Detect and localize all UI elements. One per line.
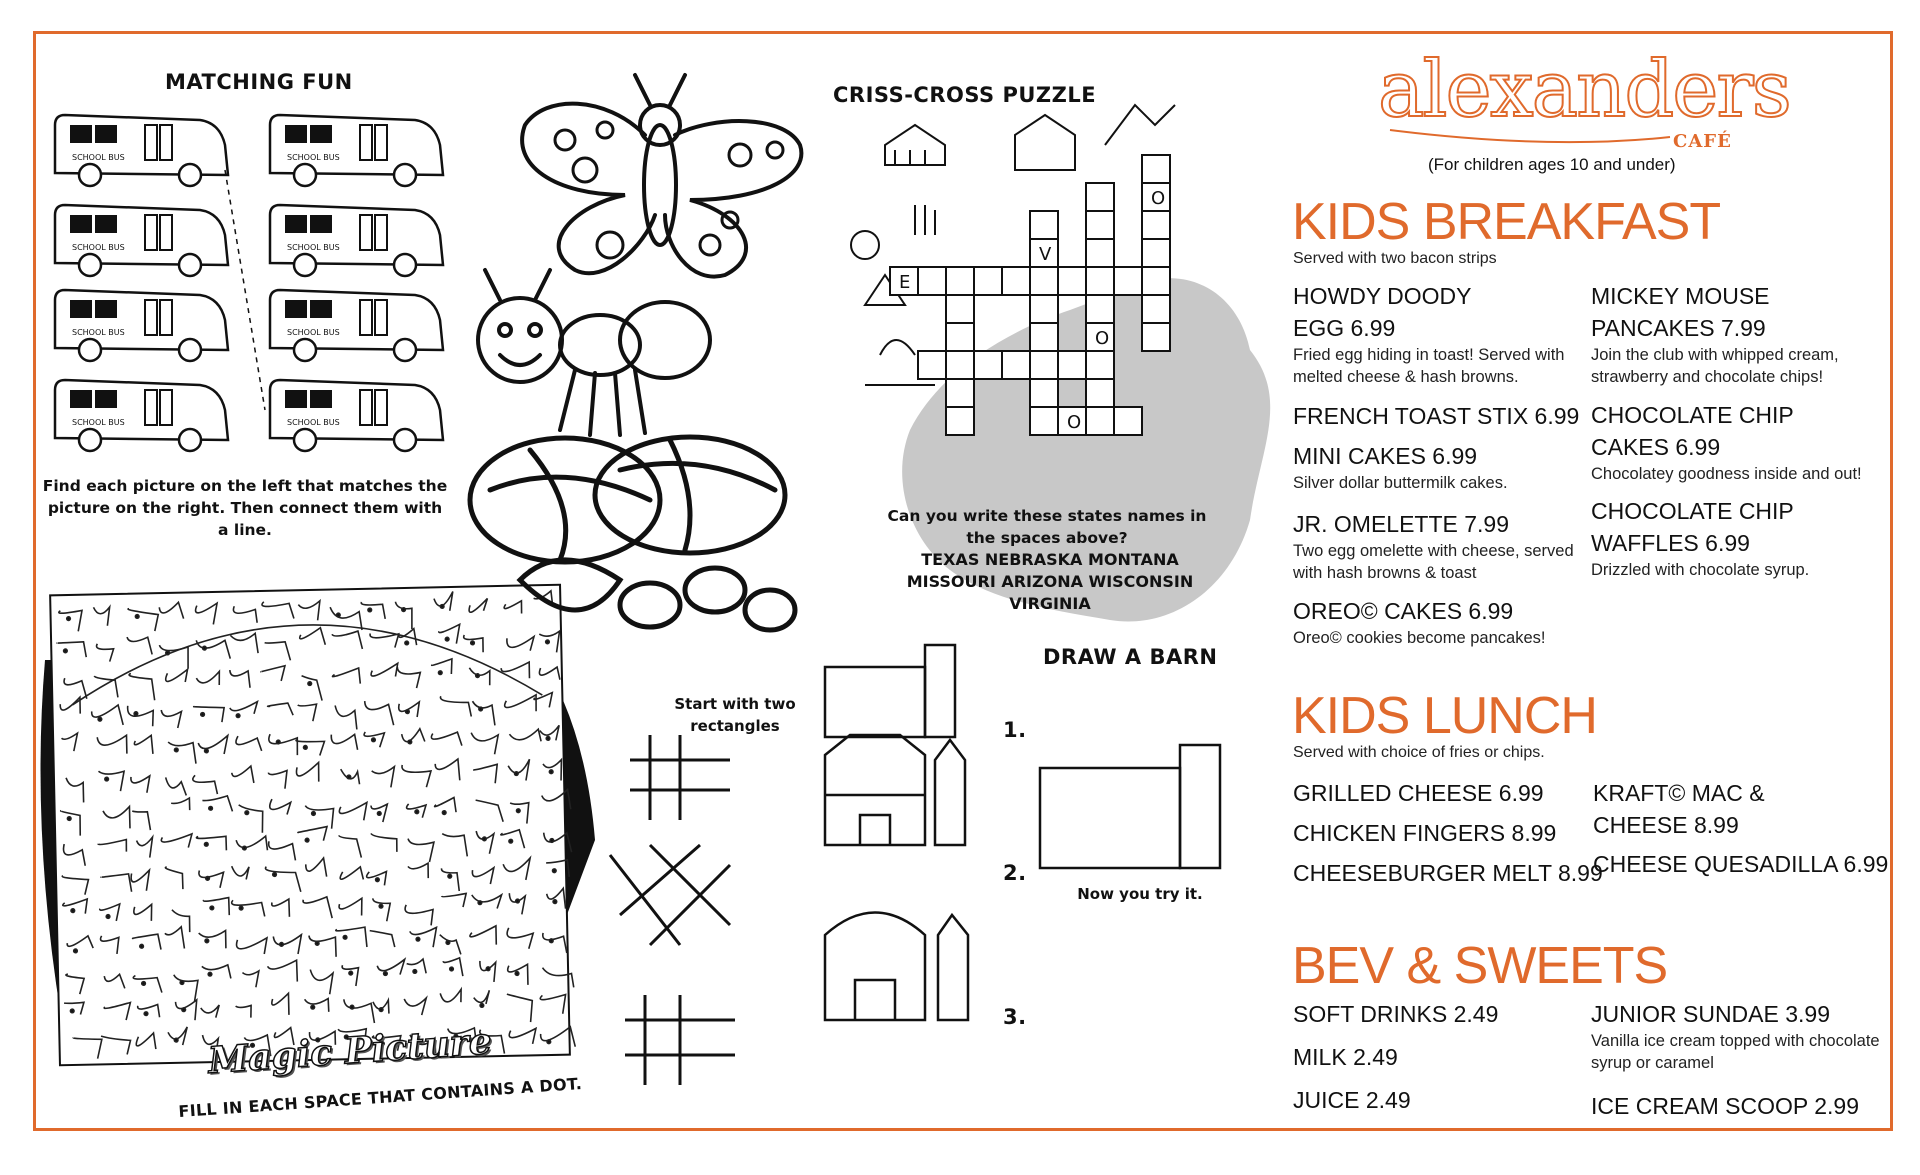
school-bus-icon — [270, 205, 443, 276]
crisscross-title: CRISS-CROSS PUZZLE — [833, 83, 1097, 107]
puzzle-dot — [379, 1008, 383, 1012]
puzzle-dot — [442, 811, 446, 815]
crossword-cell — [1002, 351, 1030, 379]
puzzle-dot — [549, 770, 553, 774]
ant-drawing — [460, 265, 720, 445]
puzzle-dot — [516, 899, 520, 903]
menu-item: MICKEY MOUSE PANCAKES 7.99 Join the club with whipped cream, strawberry and chocolate chips! — [1591, 283, 1839, 386]
menu-item: CHOCOLATE CHIP WAFFLES 6.99 Drizzled with chocolate syrup. — [1591, 498, 1810, 579]
puzzle-dot — [405, 641, 409, 645]
puzzle-dot — [406, 710, 410, 714]
puzzle-dot — [347, 775, 351, 779]
barn-step-drawings — [820, 645, 1020, 1065]
crossword-cell — [918, 267, 946, 295]
menu-item: MILK 2.49 — [1293, 1044, 1398, 1070]
puzzle-dot — [204, 842, 208, 846]
crossword-cell — [1142, 239, 1170, 267]
puzzle-dot — [243, 846, 247, 850]
barn-title: DRAW A BARN — [1043, 645, 1218, 669]
menu-item: GRILLED CHEESE 6.99 — [1293, 780, 1544, 806]
puzzle-dot — [376, 878, 380, 882]
puzzle-dot — [105, 777, 109, 781]
crossword-letter: E — [899, 272, 911, 293]
crossword-cell — [1142, 295, 1170, 323]
crossword-cell — [1058, 351, 1086, 379]
menu-item: JUNIOR SUNDAE 3.99 Vanilla ice cream topped with chocolate syrup or caramel — [1591, 1001, 1880, 1072]
crossword-cell — [974, 351, 1002, 379]
crossword-cell — [974, 267, 1002, 295]
crossword-cell — [946, 323, 974, 351]
barn-try-box — [1035, 740, 1235, 880]
puzzle-dot — [142, 982, 146, 986]
svg-text:SCHOOL BUS: SCHOOL BUS — [72, 418, 125, 427]
lunch-note: Served with choice of fries or chips. — [1293, 744, 1545, 761]
puzzle-dot — [205, 749, 209, 753]
barn-start-note: Start with two rectangles — [674, 695, 796, 735]
puzzle-dot — [135, 615, 139, 619]
puzzle-dot — [516, 809, 520, 813]
crossword-cell — [946, 379, 974, 407]
menu-item: CHOCOLATE CHIP CAKES 6.99 Chocolatey goodness inside and out! — [1591, 402, 1862, 483]
crisscross-states-line2: MISSOURI ARIZONA WISCONSIN — [906, 572, 1194, 591]
puzzle-dot — [239, 906, 243, 910]
svg-text:SCHOOL BUS: SCHOOL BUS — [72, 328, 125, 337]
school-bus-icon — [270, 380, 443, 451]
crossword-cell — [1086, 211, 1114, 239]
puzzle-dot — [480, 1004, 484, 1008]
puzzle-dot — [67, 617, 71, 621]
puzzle-dot — [144, 1012, 148, 1016]
puzzle-dot — [201, 713, 205, 717]
lunch-title: KIDS LUNCH — [1292, 687, 1597, 745]
svg-text:SCHOOL BUS: SCHOOL BUS — [287, 153, 340, 162]
puzzle-dot — [205, 939, 209, 943]
crisscross-states-line1: TEXAS NEBRASKA MONTANA — [921, 550, 1179, 569]
crossword-cell — [1030, 211, 1058, 239]
puzzle-dot — [479, 707, 483, 711]
puzzle-dot — [74, 949, 78, 953]
magic-picture-instructions: FILL IN EACH SPACE THAT CONTAINS A DOT. — [177, 1073, 583, 1122]
puzzle-dot — [448, 874, 452, 878]
puzzle-dot — [336, 613, 340, 617]
menu-item: CHICKEN FINGERS 8.99 — [1293, 820, 1557, 846]
school-bus-grid — [40, 105, 490, 465]
menu-item: SOFT DRINKS 2.49 — [1293, 1001, 1499, 1027]
menu-item: FRENCH TOAST STIX 6.99 — [1293, 403, 1580, 429]
puzzle-dot — [553, 900, 557, 904]
puzzle-dot — [312, 812, 316, 816]
puzzle-dot — [372, 738, 376, 742]
crossword-cell — [1002, 267, 1030, 295]
menu-item: CHEESE QUESADILLA 6.99 — [1593, 851, 1889, 877]
menu-item: JR. OMELETTE 7.99 Two egg omelette with cheese, served with hash browns & toast — [1293, 511, 1574, 582]
menu-item: CHEESEBURGER MELT 8.99 — [1293, 860, 1603, 886]
crisscross-question: Can you write these states names in the spaces above? — [887, 507, 1207, 547]
crossword-cell — [1030, 379, 1058, 407]
crossword-letter: O — [1067, 412, 1082, 433]
breakfast-title: KIDS BREAKFAST — [1292, 193, 1721, 251]
svg-text:SCHOOL BUS: SCHOOL BUS — [72, 243, 125, 252]
puzzle-dot — [209, 806, 213, 810]
butterfly-drawing — [515, 75, 805, 285]
puzzle-dot — [402, 608, 406, 612]
puzzle-dot — [174, 748, 178, 752]
puzzle-dot — [445, 637, 449, 641]
crossword-cell — [1142, 323, 1170, 351]
puzzle-dot — [509, 839, 513, 843]
puzzle-dot — [384, 972, 388, 976]
crossword-cell — [1142, 267, 1170, 295]
puzzle-dot — [486, 967, 490, 971]
school-bus-icon — [270, 115, 443, 186]
menu-item: MINI CAKES 6.99 Silver dollar buttermilk cakes. — [1293, 443, 1508, 492]
crossword-cell — [1058, 267, 1086, 295]
barn-try-note: Now you try it. — [1077, 885, 1203, 903]
crossword-cell — [1086, 379, 1114, 407]
puzzle-dot — [483, 837, 487, 841]
puzzle-dot — [203, 646, 207, 650]
puzzle-dot — [134, 712, 138, 716]
puzzle-dot — [180, 981, 184, 985]
crossword-cell — [1086, 267, 1114, 295]
puzzle-dot — [182, 1008, 186, 1012]
puzzle-dot — [71, 909, 75, 913]
menu-item: JUICE 2.49 — [1293, 1087, 1411, 1113]
puzzle-dot — [413, 970, 417, 974]
puzzle-dot — [546, 737, 550, 741]
crossword-cell — [1086, 183, 1114, 211]
puzzle-dot — [515, 972, 519, 976]
crossword-cell — [1114, 267, 1142, 295]
puzzle-dot — [440, 605, 444, 609]
sweets-title: BEV & SWEETS — [1292, 937, 1668, 995]
school-bus-icon — [55, 205, 228, 276]
school-bus-icon — [55, 290, 228, 361]
puzzle-dot — [208, 972, 212, 976]
crossword-cell — [946, 295, 974, 323]
crossword-cell — [1086, 239, 1114, 267]
puzzle-dot — [140, 944, 144, 948]
matching-title: MATCHING FUN — [165, 70, 353, 94]
puzzle-dot — [206, 877, 210, 881]
crossword-letter: O — [1151, 188, 1166, 209]
menu-item: ICE CREAM SCOOP 2.99 — [1591, 1093, 1859, 1119]
crossword-cell — [918, 351, 946, 379]
crossword-letter: O — [1095, 328, 1110, 349]
puzzle-dot — [98, 717, 102, 721]
crossword-cell — [946, 267, 974, 295]
menu-item: KRAFT© MAC & CHEESE 8.99 — [1593, 780, 1765, 838]
crossword-cell — [1142, 155, 1170, 183]
sports-balls-drawing — [470, 430, 800, 660]
school-bus-icon — [55, 115, 228, 186]
school-bus-icon — [270, 290, 443, 361]
puzzle-dot — [245, 811, 249, 815]
crossword-cell — [1086, 351, 1114, 379]
menu-item: HOWDY DOODY EGG 6.99 Fried egg hiding in toast! Served with melted cheese & hash browns. — [1293, 283, 1565, 386]
puzzle-dot — [305, 838, 309, 842]
match-line — [225, 170, 265, 410]
puzzle-dot — [446, 941, 450, 945]
puzzle-dot — [210, 906, 214, 910]
crossword-cell — [1086, 407, 1114, 435]
crossword-cell — [946, 351, 974, 379]
alexanders-logo — [1370, 45, 1790, 155]
puzzle-dot — [552, 869, 556, 873]
logo-cafe: CAFÉ — [1673, 131, 1732, 152]
menu-item: OREO© CAKES 6.99 Oreo© cookies become pancakes! — [1293, 598, 1546, 647]
svg-text:SCHOOL BUS: SCHOOL BUS — [287, 418, 340, 427]
tic-tac-toe-grids — [620, 735, 760, 1175]
crossword-cell — [1030, 407, 1058, 435]
puzzle-dot — [303, 746, 307, 750]
svg-text:SCHOOL BUS: SCHOOL BUS — [287, 328, 340, 337]
crisscross-grid — [870, 145, 1190, 485]
puzzle-dot — [67, 817, 71, 821]
puzzle-dot — [368, 608, 372, 612]
school-bus-icon — [55, 380, 228, 451]
crossword-cell — [1086, 295, 1114, 323]
puzzle-dot — [379, 904, 383, 908]
crossword-cell — [1142, 211, 1170, 239]
logo-wordmark: alexanders — [1378, 45, 1790, 135]
puzzle-dot — [476, 674, 480, 678]
puzzle-dot — [70, 1009, 74, 1013]
puzzle-dot — [450, 967, 454, 971]
svg-text:SCHOOL BUS: SCHOOL BUS — [287, 243, 340, 252]
puzzle-dot — [311, 1005, 315, 1009]
puzzle-dot — [174, 1038, 178, 1042]
puzzle-dot — [377, 812, 381, 816]
breakfast-note: Served with two bacon strips — [1293, 250, 1497, 267]
crossword-cell — [1030, 323, 1058, 351]
puzzle-dot — [438, 671, 442, 675]
puzzle-dot — [280, 943, 284, 947]
svg-text:SCHOOL BUS: SCHOOL BUS — [72, 153, 125, 162]
puzzle-dot — [408, 740, 412, 744]
crossword-cell — [1114, 407, 1142, 435]
crossword-cell — [1030, 295, 1058, 323]
crisscross-states-line3: VIRGINIA — [1009, 594, 1091, 613]
crossword-cell — [1030, 267, 1058, 295]
crossword-letter: V — [1039, 244, 1052, 265]
puzzle-dot — [349, 971, 353, 975]
puzzle-dot — [64, 649, 68, 653]
puzzle-dot — [273, 873, 277, 877]
puzzle-dot — [276, 740, 280, 744]
puzzle-dot — [550, 839, 554, 843]
age-note: (For children ages 10 and under) — [1428, 155, 1676, 174]
puzzle-dot — [106, 915, 110, 919]
puzzle-dot — [343, 935, 347, 939]
magic-picture-title: Magic Picture — [206, 1020, 493, 1082]
crossword-cell — [946, 407, 974, 435]
puzzle-dot — [415, 810, 419, 814]
puzzle-dot — [547, 1040, 551, 1044]
crossword-cell — [1030, 351, 1058, 379]
puzzle-dot — [478, 901, 482, 905]
puzzle-dot — [308, 682, 312, 686]
barn-step-3: 3. — [1003, 1005, 1027, 1029]
puzzle-dot — [416, 937, 420, 941]
puzzle-dot — [549, 939, 553, 943]
puzzle-dot — [236, 714, 240, 718]
puzzle-dot — [315, 942, 319, 946]
matching-instructions: Find each picture on the left that matches the picture on the right. Then connect them with a line. — [42, 477, 448, 539]
puzzle-dot — [350, 1005, 354, 1009]
barn-step-2: 2. — [1003, 861, 1027, 885]
barn-step-1: 1. — [1003, 718, 1027, 742]
puzzle-dot — [514, 772, 518, 776]
